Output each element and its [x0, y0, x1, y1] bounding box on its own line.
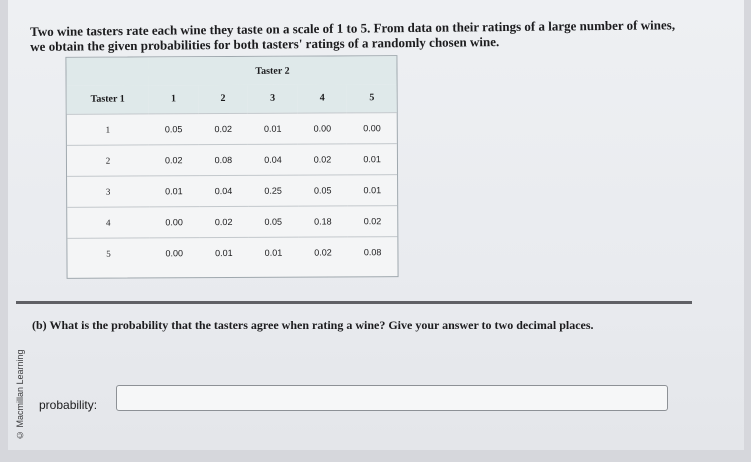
table-cell: 0.01: [149, 175, 199, 206]
problem-page: [8, 0, 744, 450]
table-cell: 0.02: [348, 205, 398, 236]
table-cell: 0.05: [248, 206, 298, 237]
table-cell: 0.02: [298, 236, 348, 267]
col-header: 3: [248, 85, 298, 113]
row-label: 3: [67, 175, 149, 206]
table-row: [67, 112, 397, 145]
probability-table: [65, 55, 398, 279]
table-cell: 0.01: [248, 113, 298, 144]
table-cell: 0.01: [347, 143, 397, 174]
table-cell: 0.00: [297, 112, 347, 143]
row-label: 2: [67, 144, 149, 175]
col-header: 1: [149, 85, 199, 113]
corner-cell: [66, 57, 148, 85]
table-cell: 0.02: [198, 113, 248, 144]
table-cell: 0.05: [149, 113, 199, 144]
table-cell: 0.25: [248, 175, 298, 206]
table-cell: 0.05: [298, 174, 348, 205]
probability-label: probability:: [39, 398, 98, 412]
ratings-table: [66, 56, 397, 268]
table-cell: 0.00: [347, 112, 397, 143]
table-cell: 0.00: [149, 206, 199, 237]
table-row: [67, 143, 397, 176]
taster1-header: Taster 1: [67, 85, 149, 113]
table-cell: 0.02: [298, 143, 348, 174]
table-row: [67, 236, 397, 268]
table-cell: 0.01: [249, 237, 299, 268]
section-divider: [16, 301, 692, 304]
table-cell: 0.04: [199, 175, 249, 206]
table-cell: 0.18: [298, 205, 348, 236]
question-text: (b) What is the probability that the tasters agree when rating a wine? Give your answer to two decimal places.: [32, 318, 594, 332]
table-row: [67, 205, 397, 238]
problem-intro: Two wine tasters rate each wine they taste on a scale of 1 to 5. From data on their ratings of a large number of wines, we obtain the given probabilities for both tasters' ratings of a randomly chosen wine.: [30, 17, 676, 54]
taster2-header: Taster 2: [148, 56, 396, 85]
table-cell: 0.08: [348, 236, 398, 267]
table-cell: 0.02: [149, 144, 199, 175]
row-label: 1: [67, 113, 149, 144]
table-row: [67, 174, 397, 207]
table-cell: 0.04: [248, 144, 298, 175]
copyright-watermark: © Macmillan Learning: [15, 349, 25, 440]
probability-input[interactable]: [116, 385, 668, 411]
col-header: 2: [198, 85, 248, 113]
table-cell: 0.00: [149, 237, 199, 268]
table-cell: 0.02: [199, 206, 249, 237]
table-cell: 0.08: [198, 144, 248, 175]
row-label: 4: [67, 206, 149, 237]
row-label: 5: [67, 237, 149, 268]
table-cell: 0.01: [199, 237, 249, 268]
table-cell: 0.01: [347, 174, 397, 205]
col-header: 5: [347, 84, 397, 112]
col-header: 4: [297, 84, 347, 112]
